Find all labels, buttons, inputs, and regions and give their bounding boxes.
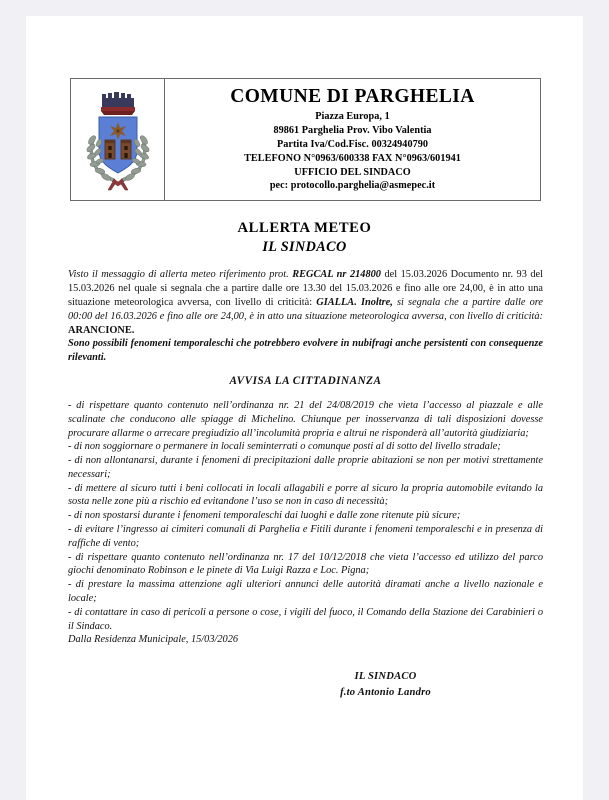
intro-text-c: si segnala che a partire dalle ore 00:00 del 16.03.2026 e fino alle ore 24,00, è in atto una situazione meteorologica avversa, con livello di criticità: <box>68 296 543 322</box>
list-item: - di non allontanarsi, durante i fenomeni di precipitazioni dalle proprie abitazioni se non per motivi strettamente necessari; <box>68 455 543 480</box>
intro-text-a: Visto il messaggio di allerta meteo riferimento prot. <box>68 269 293 281</box>
signature-name: f.to Antonio Landro <box>340 686 431 698</box>
intro-text-b: del 15.03.2026 Documento nr. 93 del 15.03.2026 nel quale si segnala che a partire dalle ore 13.30 del 15.03.2026 e fino alle ore 24,00, è in atto una situazione meteorologica avversa, con livello di criticità: <box>68 269 543 308</box>
alert-protocol-number: REGCAL nr 214800 <box>292 269 381 281</box>
document-body <box>68 268 543 700</box>
place-and-date: Dalla Residenza Municipale, 15/03/2026 <box>68 634 239 646</box>
address-line-vat: Partita Iva/Cod.Fisc. 00324940790 <box>276 138 429 150</box>
list-item: - di non soggiornare o permanere in locali seminterrati o comunque posti al di sotto del livello stradale; <box>68 441 501 453</box>
address-line-pec-email: pec: protocollo.parghelia@asmepec.it <box>269 180 436 192</box>
address-line-street: Piazza Europa, 1 <box>315 111 390 122</box>
page-subtitle: IL SINDACO <box>262 238 347 255</box>
signature-block <box>68 669 503 700</box>
address-line-city: 89861 Parghelia Prov. Vibo Valentia <box>273 124 432 136</box>
address-line-office: UFFICIO DEL SINDACO <box>294 166 411 178</box>
list-item: - di non spostarsi durante i fenomeni temporaleschi dai luoghi e dalle zone ritenute più sicure; <box>68 510 461 522</box>
page-title: ALLERTA METEO <box>237 220 372 237</box>
list-item: - di prestare la massima attenzione agli ulteriori annunci delle autorità diramati anche a livello nazionale e locale; <box>68 579 543 605</box>
criticality-level-orange: ARANCIONE. <box>68 324 135 336</box>
list-item: - di evitare l’ingresso ai cimiteri comunali di Parghelia e Fitili durante i fenomeni temporaleschi e in presenza di raffiche di vento; <box>68 524 543 549</box>
letterhead-box <box>70 78 541 201</box>
paragraph-storm-warning: Sono possibili fenomeni temporaleschi che potrebbero evolvere in nubifragi anche persistenti con consequenze rilevanti. <box>68 338 543 364</box>
list-item: - di mettere al sicuro tutti i beni collocati in locali allagabili e porre al sicuro la propria automobile evitando la sosta nelle zone più a rischio ed evitandone l’uso se non in caso di necessità; <box>68 482 543 508</box>
coat-of-arms-cell <box>71 79 165 200</box>
paragraph-alert-reference <box>68 268 543 337</box>
document-title-block <box>26 219 583 256</box>
section-heading-avvisa: AVVISA LA CITTADINANZA <box>229 374 382 387</box>
list-item: - di contattare in caso di pericoli a persone o cose, i vigili del fuoco, il Comando della Stazione dei Carabinieri o il Sindaco. <box>68 606 543 632</box>
address-line-phone-fax: TELEFONO N°0963/600338 FAX N°0963/601941 <box>244 152 461 164</box>
organization-name: COMUNE DI PARGHELIA <box>230 86 475 107</box>
list-item: - di rispettare quanto contenuto nell’ordinanza nr. 17 del 10/12/2018 che vieta l’accesso ed utilizzo del parco giochi denominato Robinson e le pinete di Via Luigi Razza e Loc. Pigna; <box>68 551 543 577</box>
criticality-level-yellow: GIALLA. Inoltre, <box>316 296 393 308</box>
coat-of-arms-parghelia-icon <box>80 88 156 192</box>
list-item: - di rispettare quanto contenuto nell’ordinanza nr. 21 del 24/08/2019 che vieta l’accesso al piazzale e alle scalinate che conducono alle spiagge di Michelino. Chiunque per inosservanza di tali disposizioni dovesse procurare allarme o arrecare pregiudizio all’incolumità propria e altrui ne risponderà all’autorità giudiziaria; <box>68 399 543 439</box>
document-page <box>26 16 583 800</box>
signature-role: IL SINDACO <box>354 671 417 683</box>
letterhead-address-cell <box>165 79 540 200</box>
